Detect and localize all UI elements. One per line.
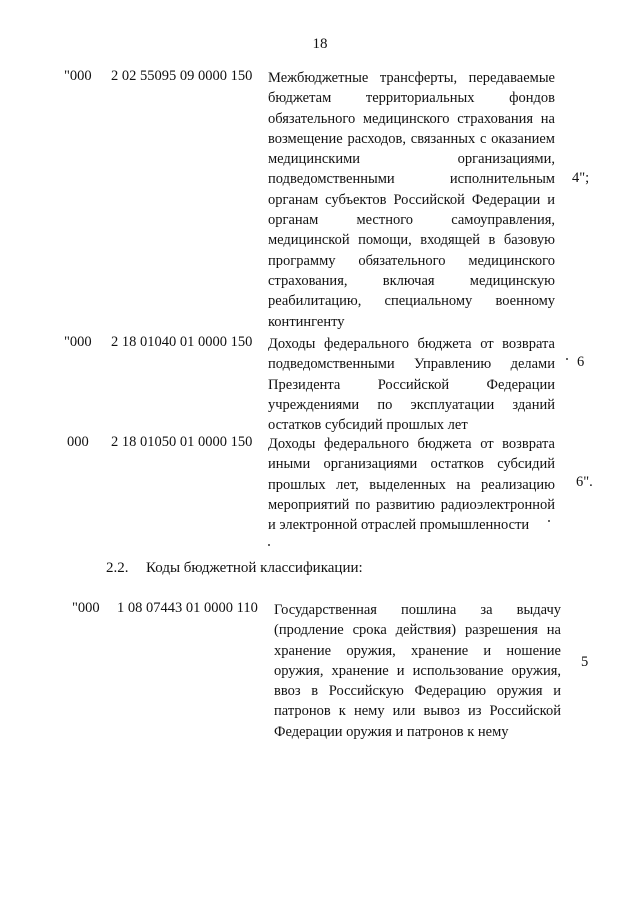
classification-code: 2 18 01040 01 0000 150 [111,334,253,350]
row-amount: 6 [577,354,585,370]
row-description: Государственная пошлина за выдачу (продление срока действия) разрешения на хранение оружия, хранение и ношение оружия, хранение и использование оружия, ввоз в Российскую Федерацию оружия и патронов к нему или вывоз из Российской Федерации оружия и патронов к нему [274,602,561,740]
page-number: 18 [312,36,328,52]
scan-speck [548,520,550,522]
scan-speck [566,358,568,360]
section-number: 2.2. [106,560,129,576]
row-description: Доходы федерального бюджета от возврата подведомственными Управлению делами Президента Российской Федерации учреждениями по эксплуатации зданий остатков субсидий прошлых лет [268,336,555,434]
classification-code: 2 02 55095 09 0000 150 [111,68,253,84]
row-description: Доходы федерального бюджета от возврата иными организациями остатков субсидий прошлых лет, выделенных на реализацию мероприятий по развитию радиоэлектронной и электронной отраслей промышленности [268,436,555,534]
section-heading [106,560,363,577]
row-amount: 5 [581,654,589,670]
classification-code: 1 08 07443 01 0000 110 [117,600,258,616]
admin-code: "000 [64,334,92,350]
admin-code: "000 [72,600,100,616]
row-amount: 4"; [572,170,590,186]
classification-code: 2 18 01050 01 0000 150 [111,434,253,450]
section-title: Коды бюджетной классификации: [146,560,363,576]
admin-code: "000 [64,68,92,84]
scan-speck [268,544,270,546]
row-description: Межбюджетные трансферты, передаваемые бюджетам территориальных фондов обязательного медицинского страхования на возмещение расходов, связанных с оказанием медицинскими организациями, подведомственными исполнительным органам субъектов Российской Федерации и органам местного самоуправления, медицинской помощи, входящей в базовую программу обязательного медицинского страхования, включая медицинскую реабилитацию, специальному военному контингенту [268,70,555,330]
admin-code: 000 [67,434,89,450]
row-amount: 6". [576,474,593,490]
